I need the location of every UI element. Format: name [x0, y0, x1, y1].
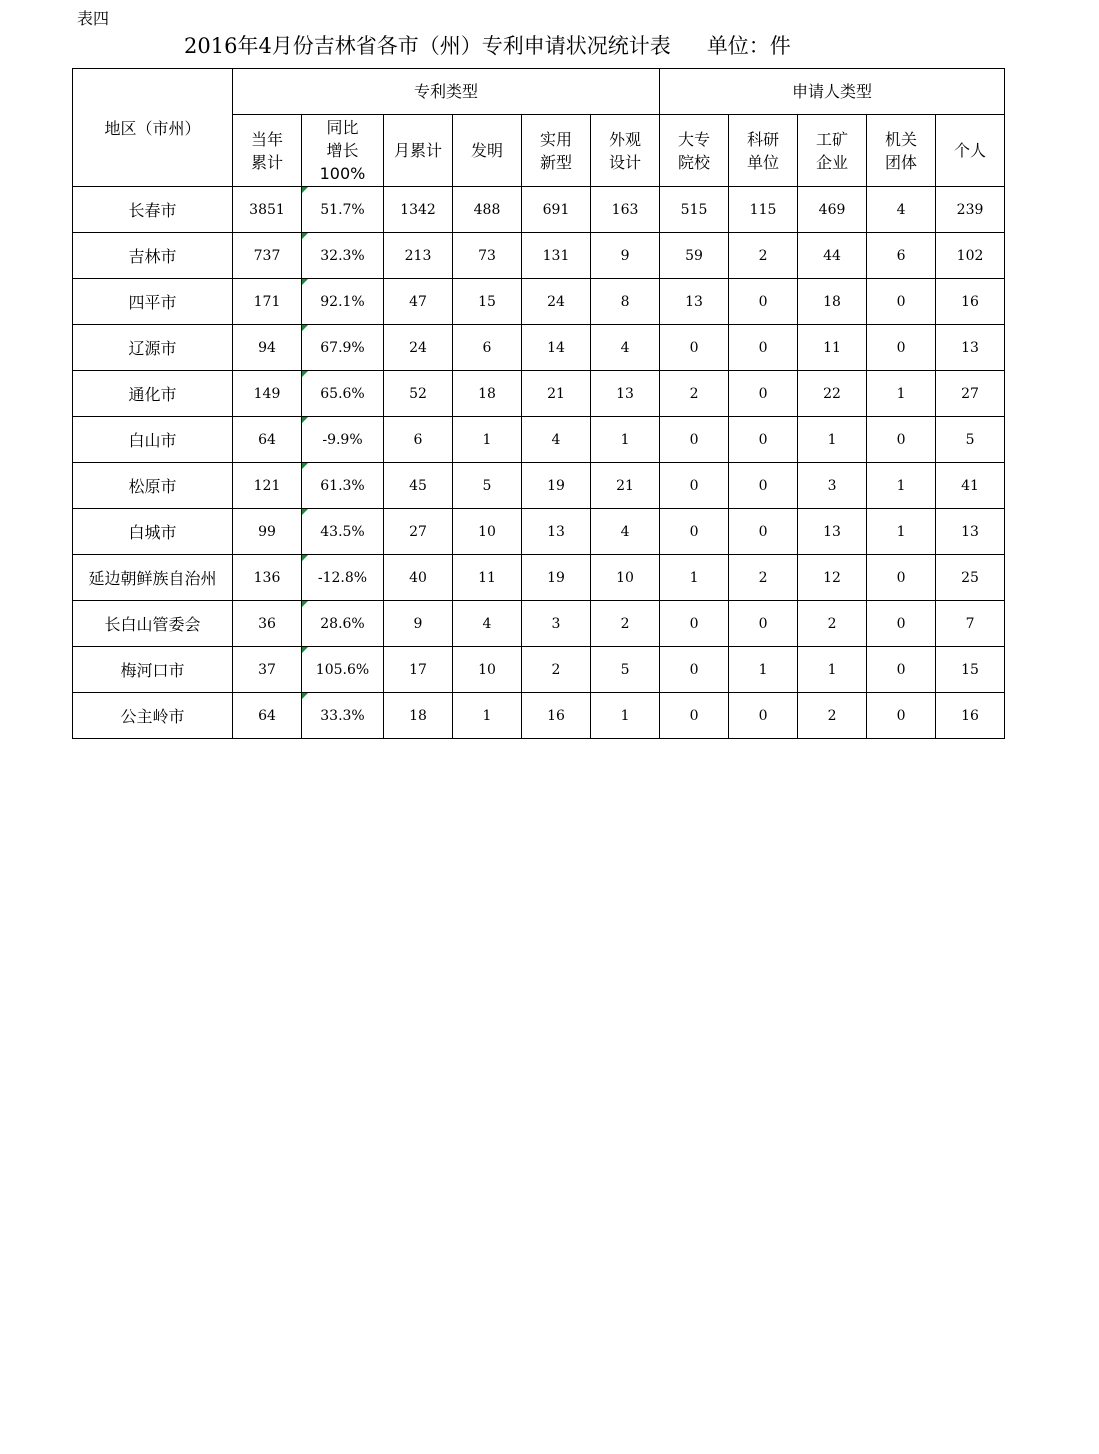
value-cell: 1 [798, 647, 867, 693]
table-row [73, 463, 1005, 509]
growth-cell: 61.3% [302, 463, 384, 509]
value-cell: 13 [798, 509, 867, 555]
value-cell: 15 [936, 647, 1005, 693]
region-cell: 梅河口市 [73, 647, 233, 693]
value-cell: 1 [591, 693, 660, 739]
value-cell: 18 [798, 279, 867, 325]
value-cell: 102 [936, 233, 1005, 279]
page-title [184, 30, 791, 60]
value-cell: 0 [867, 555, 936, 601]
value-cell: 99 [233, 509, 302, 555]
column-header-line: 院校 [678, 152, 711, 172]
column-header-line: 团体 [885, 152, 918, 172]
column-header [522, 115, 591, 187]
value-cell: 19 [522, 555, 591, 601]
column-header-line: 当年 [250, 129, 283, 149]
table-label: 表四 [77, 9, 110, 28]
value-cell: 24 [384, 325, 453, 371]
value-cell: 59 [660, 233, 729, 279]
value-cell: 22 [798, 371, 867, 417]
table-row [73, 417, 1005, 463]
column-header [660, 115, 729, 187]
value-cell: 0 [729, 279, 798, 325]
region-header [73, 69, 233, 187]
region-cell: 白山市 [73, 417, 233, 463]
column-header [302, 115, 384, 187]
value-cell: 2 [798, 601, 867, 647]
value-cell: 25 [936, 555, 1005, 601]
growth-cell: 92.1% [302, 279, 384, 325]
unit-label: 单位：件 [706, 34, 791, 58]
value-cell: 2 [660, 371, 729, 417]
value-cell: 16 [936, 693, 1005, 739]
value-cell: 6 [867, 233, 936, 279]
table-row [73, 279, 1005, 325]
region-cell: 通化市 [73, 371, 233, 417]
table-row [73, 371, 1005, 417]
value-cell: 0 [867, 325, 936, 371]
value-cell: 10 [453, 647, 522, 693]
patent-type-group-label: 专利类型 [414, 82, 479, 101]
value-cell: 24 [522, 279, 591, 325]
value-cell: 44 [798, 233, 867, 279]
value-cell: 0 [867, 279, 936, 325]
value-cell: 3851 [233, 187, 302, 233]
column-header [867, 115, 936, 187]
value-cell: 4 [522, 417, 591, 463]
growth-cell: 32.3% [302, 233, 384, 279]
growth-cell: -12.8% [302, 555, 384, 601]
value-cell: 21 [522, 371, 591, 417]
value-cell: 131 [522, 233, 591, 279]
column-header-line: 同比 [326, 118, 359, 137]
value-cell: 0 [729, 371, 798, 417]
value-cell: 21 [591, 463, 660, 509]
value-cell: 0 [867, 417, 936, 463]
value-cell: 239 [936, 187, 1005, 233]
value-cell: 37 [233, 647, 302, 693]
value-cell: 4 [453, 601, 522, 647]
applicant-type-group-label: 申请人类型 [792, 82, 873, 101]
region-header-label: 地区（市州） [104, 119, 201, 138]
value-cell: 2 [729, 555, 798, 601]
value-cell: 136 [233, 555, 302, 601]
value-cell: 0 [729, 693, 798, 739]
region-cell: 白城市 [73, 509, 233, 555]
value-cell: 1 [660, 555, 729, 601]
value-cell: 2 [729, 233, 798, 279]
growth-cell: 43.5% [302, 509, 384, 555]
region-cell: 公主岭市 [73, 693, 233, 739]
column-header-line: 100% [319, 164, 366, 183]
value-cell: 3 [798, 463, 867, 509]
patent-statistics-table [72, 68, 1005, 739]
value-cell: 0 [729, 325, 798, 371]
value-cell: 2 [522, 647, 591, 693]
column-header-line: 新型 [539, 152, 572, 172]
region-cell: 长春市 [73, 187, 233, 233]
value-cell: 47 [384, 279, 453, 325]
value-cell: 737 [233, 233, 302, 279]
value-cell: 1 [798, 417, 867, 463]
value-cell: 6 [384, 417, 453, 463]
growth-cell: 67.9% [302, 325, 384, 371]
column-header-line: 单位 [747, 152, 780, 172]
value-cell: 16 [522, 693, 591, 739]
value-cell: 17 [384, 647, 453, 693]
column-header-line: 企业 [816, 152, 849, 172]
column-header-line: 外观 [609, 129, 642, 149]
value-cell: 0 [660, 417, 729, 463]
growth-cell: 33.3% [302, 693, 384, 739]
region-cell: 辽源市 [73, 325, 233, 371]
column-header-line: 个人 [954, 141, 987, 160]
column-header-line: 增长 [326, 141, 359, 160]
value-cell: 4 [591, 325, 660, 371]
applicant-type-group-header [660, 69, 1005, 115]
value-cell: 15 [453, 279, 522, 325]
column-header-line: 设计 [609, 152, 642, 172]
value-cell: 0 [660, 463, 729, 509]
value-cell: 18 [384, 693, 453, 739]
value-cell: 0 [660, 325, 729, 371]
value-cell: 115 [729, 187, 798, 233]
header-row-groups [73, 69, 1005, 115]
value-cell: 0 [729, 417, 798, 463]
value-cell: 5 [453, 463, 522, 509]
value-cell: 27 [384, 509, 453, 555]
region-cell: 吉林市 [73, 233, 233, 279]
value-cell: 36 [233, 601, 302, 647]
value-cell: 121 [233, 463, 302, 509]
column-header [798, 115, 867, 187]
value-cell: 11 [453, 555, 522, 601]
value-cell: 5 [936, 417, 1005, 463]
value-cell: 6 [453, 325, 522, 371]
value-cell: 13 [660, 279, 729, 325]
growth-cell: 65.6% [302, 371, 384, 417]
value-cell: 9 [384, 601, 453, 647]
region-cell: 延边朝鲜族自治州 [73, 555, 233, 601]
value-cell: 3 [522, 601, 591, 647]
table-row [73, 325, 1005, 371]
value-cell: 5 [591, 647, 660, 693]
value-cell: 0 [660, 601, 729, 647]
value-cell: 13 [936, 509, 1005, 555]
value-cell: 488 [453, 187, 522, 233]
value-cell: 1 [729, 647, 798, 693]
value-cell: 1 [867, 371, 936, 417]
value-cell: 1 [867, 463, 936, 509]
value-cell: 64 [233, 417, 302, 463]
column-header [384, 115, 453, 187]
value-cell: 1 [591, 417, 660, 463]
value-cell: 12 [798, 555, 867, 601]
value-cell: 27 [936, 371, 1005, 417]
table-row [73, 509, 1005, 555]
table-body [73, 187, 1005, 739]
column-header-line: 大专 [678, 129, 711, 149]
value-cell: 691 [522, 187, 591, 233]
value-cell: 213 [384, 233, 453, 279]
column-header [453, 115, 522, 187]
value-cell: 0 [867, 693, 936, 739]
title-text: 2016年4月份吉林省各市（州）专利申请状况统计表 [184, 34, 671, 58]
growth-cell: 28.6% [302, 601, 384, 647]
table-row [73, 601, 1005, 647]
value-cell: 13 [522, 509, 591, 555]
region-cell: 长白山管委会 [73, 601, 233, 647]
table-row [73, 187, 1005, 233]
value-cell: 1 [867, 509, 936, 555]
value-cell: 41 [936, 463, 1005, 509]
value-cell: 0 [660, 509, 729, 555]
value-cell: 9 [591, 233, 660, 279]
column-header [591, 115, 660, 187]
value-cell: 64 [233, 693, 302, 739]
value-cell: 73 [453, 233, 522, 279]
value-cell: 171 [233, 279, 302, 325]
value-cell: 1 [453, 693, 522, 739]
column-header [729, 115, 798, 187]
column-header-line: 月累计 [393, 141, 442, 160]
value-cell: 4 [591, 509, 660, 555]
column-header [233, 115, 302, 187]
column-header-line: 工矿 [816, 129, 849, 149]
column-header-line: 机关 [885, 129, 918, 149]
table-row [73, 555, 1005, 601]
growth-cell: 105.6% [302, 647, 384, 693]
value-cell: 19 [522, 463, 591, 509]
region-cell: 四平市 [73, 279, 233, 325]
value-cell: 2 [591, 601, 660, 647]
value-cell: 8 [591, 279, 660, 325]
value-cell: 18 [453, 371, 522, 417]
column-header-line: 发明 [470, 141, 503, 160]
column-header-line: 实用 [539, 129, 572, 149]
column-header [936, 115, 1005, 187]
value-cell: 149 [233, 371, 302, 417]
value-cell: 52 [384, 371, 453, 417]
value-cell: 0 [729, 509, 798, 555]
value-cell: 163 [591, 187, 660, 233]
value-cell: 11 [798, 325, 867, 371]
column-header-line: 科研 [747, 129, 780, 149]
patent-type-group-header [233, 69, 660, 115]
growth-cell: 51.7% [302, 187, 384, 233]
value-cell: 1342 [384, 187, 453, 233]
value-cell: 515 [660, 187, 729, 233]
value-cell: 2 [798, 693, 867, 739]
growth-cell: -9.9% [302, 417, 384, 463]
value-cell: 1 [453, 417, 522, 463]
value-cell: 0 [660, 647, 729, 693]
value-cell: 16 [936, 279, 1005, 325]
value-cell: 0 [867, 601, 936, 647]
value-cell: 94 [233, 325, 302, 371]
value-cell: 14 [522, 325, 591, 371]
column-header-line: 累计 [250, 152, 283, 172]
value-cell: 4 [867, 187, 936, 233]
value-cell: 10 [591, 555, 660, 601]
table-row [73, 647, 1005, 693]
table-row [73, 233, 1005, 279]
value-cell: 13 [936, 325, 1005, 371]
value-cell: 0 [867, 647, 936, 693]
value-cell: 0 [729, 601, 798, 647]
value-cell: 13 [591, 371, 660, 417]
value-cell: 7 [936, 601, 1005, 647]
value-cell: 45 [384, 463, 453, 509]
value-cell: 0 [729, 463, 798, 509]
value-cell: 0 [660, 693, 729, 739]
value-cell: 469 [798, 187, 867, 233]
table-row [73, 693, 1005, 739]
region-cell: 松原市 [73, 463, 233, 509]
value-cell: 40 [384, 555, 453, 601]
value-cell: 10 [453, 509, 522, 555]
